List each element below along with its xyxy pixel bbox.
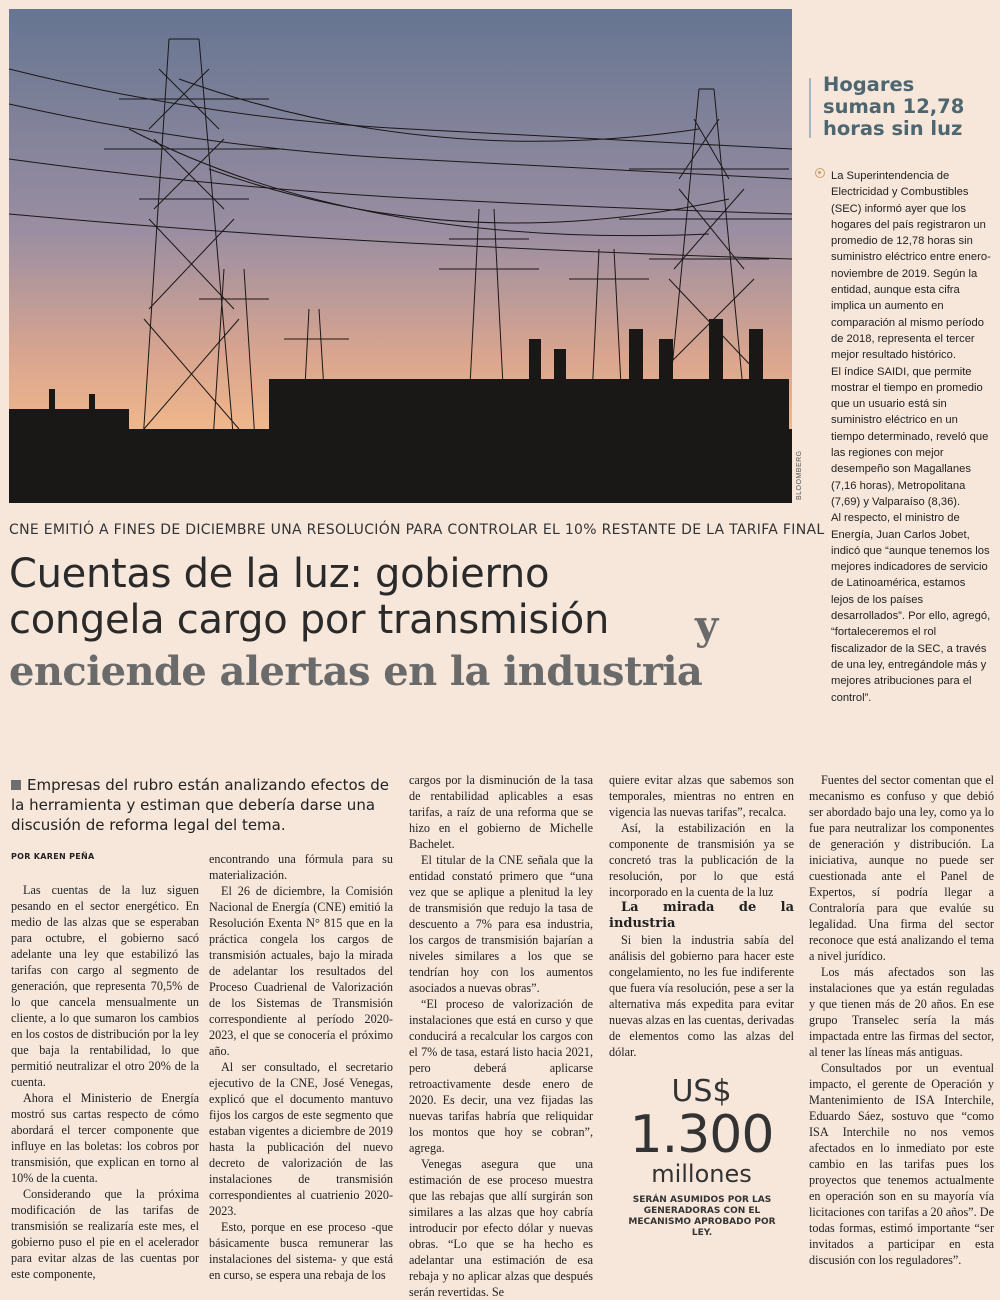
paragraph: Ahora el Ministerio de Energía mostró sus cartas respecto de cómo abordará el tercer componente que influye en las boletas: los cobros por transmisión, que explican en torno al 10% de la cuenta. [11,1091,199,1185]
paragraph: cargos por la disminución de la tasa de rentabilidad aplicables a esas tarifas, a raíz de una reforma que se hizo en el gobierno de Michelle Bachelet. [409,773,593,851]
paragraph: El 26 de diciembre, la Comisión Nacional de Energía (CNE) emitió la Resolución Exenta N° 815 que en la práctica congela los cargos de transmisión actuales, bajo la mirada de adelantar los resultados del Proceso Cuadrienal de Valorización de los Sistemas de Transmisión correspondiente al período 2020-2023, el que se conocería el próximo año. [209,884,393,1058]
paragraph: “El proceso de valorización de instalaciones que está en curso y que conducirá a recalcular los cargos con el 7% de tasa, estará listo hacia 2021, pero deberá aplicarse retroactivamente desde enero de 2020. Es decir, una vez fijadas las nuevas tarifas habría que reliquidar los montos que hoy se cobran”, agrega. [409,997,593,1155]
paragraph: Fuentes del sector comentan que el mecanismo es confuso y que debió ser abordado bajo una ley, como ya lo fue para neutralizar los componentes de generación y distribución. La iniciativa, aunque no puede ser cuestionada ante el Panel de Expertos, sí podría llegar a Contraloría para que evalúe su legalidad. Una firma del sector reconoce que está analizando el tema a nivel jurídico. [809,773,994,963]
sidebar-paragraph: El índice SAIDI, que permite mostrar el tiempo en promedio que un usuario está sin suministro eléctrico en un tiempo determinado, reveló que las regiones con mejor desempeño son Magallanes (7,16 horas), Metropolitana (7,69) y Valparaíso (8,36). [831,365,989,508]
headline-line-2: congela cargo por transmisión [9,597,609,643]
figure-caption: SERÁN ASUMIDOS POR LAS GENERADORAS CON EL MECANISMO APROBADO POR LEY. [628,1195,776,1238]
photo-credit: BLOOMBERG [796,450,803,500]
sidebar-paragraph: Al respecto, el ministro de Energía, Juan Carlos Jobet, indicó que “aunque tenemos los mejores indicadores de servicio de Latinoamérica, estamos lejos de los países desarrollados”. Por ello, agregó, “fortaleceremos el rol fiscalizador de la SEC, a través de una ley, entregándole más y mejores atribuciones para el control”. [831,512,991,704]
paragraph: Así, la estabilización en la componente de transmisión ya se concretó tras la publicación de la resolución, por lo que está incorporado en la cuenta de la luz [609,821,794,899]
paragraph: Esto, porque en ese proceso -que básicamente busca remunerar las instalaciones del sistema- y que está en curso, se espera una rebaja de los [209,1220,393,1282]
figure-unit: millones [651,1160,752,1188]
section-subhead: La mirada de la industria [609,900,794,931]
kicker: CNE EMITIÓ A FINES DE DICIEMBRE UNA RESOLUCIÓN PARA CONTROLAR EL 10% RESTANTE DE LA TARIFA FINAL [9,522,825,538]
headline [9,551,799,643]
byline: POR KAREN PEÑA [11,852,95,861]
paragraph: Si bien la industria sabía del análisis del gobierno para hacer este congelamiento, no les fue indiferente que fuera vía resolución, pese a ser la alternativa más expedita para evitar nuevas alzas en las cuentas, derivadas de elementos como las alzas del dólar. [609,933,794,1059]
figure-number: 1.300 [629,1105,774,1165]
headline-conjunction: y [695,602,719,649]
paragraph: El titular de la CNE señala que la entidad constató primero que “una vez que se aplique a plenitud la ley de transmisión que redujo la tasa de descuento a 7% para esa industria, los cargos de transmisión bajarían a niveles similares a los que se tendrían hoy con los aumentos asociados a nuevas obras”. [409,853,593,995]
headline-line-1: Cuentas de la luz: gobierno [9,551,550,597]
paragraph: Al ser consultado, el secretario ejecutivo de la CNE, José Venegas, explicó que el documento mantuvo fijos los cargos de este segmento que estaban vigentes a diciembre de 2019 hasta la publicación del nuevo decreto de valorización de las instalaciones de transmisión correspondientes al cuatrienio 2020-2023. [209,1060,393,1218]
sidebar-title: Hogares suman 12,78 horas sin luz [823,73,965,140]
paragraph: Las cuentas de la luz siguen pesando en el sector energético. En medio de las alzas que se esperaban para octubre, el gobierno sacó adelante una ley que estabilizó las tarifas con cargo al segmento de generación, que representa 70,5% de lo que cancela mensualmente un cliente, a lo que sumaron los cambios en los costos de distribución por la ley que baja la rentabilidad, lo que permitió neutralizar el otro 20% de la cuenta. [11,883,199,1089]
paragraph: Considerando que la próxima modificación de las tarifas de transmisión se realizaría este mes, el gobierno puso el pie en el acelerador para evitar alzas de las cuentas por este componente, [11,1187,199,1281]
sidebar-accent-rule [809,78,811,138]
article-column-3 [409,772,593,1300]
headline-line-3: enciende alertas en la industria [9,648,703,695]
figure-currency: US$ [671,1074,732,1109]
paragraph: Venegas asegura que una estimación de ese proceso muestra que las rebajas que allí surgirán son similares a las alzas que hoy cabría introducir por efecto dólar y nuevas obras. “Lo que se ha hecho es adelantar una estimación de esa rebaja y no aplicar alzas que después serán revertidas. Se [409,1157,593,1299]
paragraph: quiere evitar alzas que sabemos son temporales, mientras no entren en vigencia las nuevas tarifas”, recalca. [609,773,794,819]
square-bullet-icon [11,780,21,790]
power-towers-photo [9,9,792,503]
sidebar-paragraph: La Superintendencia de Electricidad y Combustibles (SEC) informó ayer que los hogares del país registraron un promedio de 12,78 horas sin suministro eléctrico entre enero-noviembre de 2019. Según la entidad, aunque esta cifra implica un aumento en comparación al mismo período de 2018, representa el tercer mejor resultado histórico. [831,170,991,362]
sidebar-body [831,168,991,706]
transmission-tower-silhouette-image [9,9,792,503]
paragraph: encontrando una fórmula para su materialización. [209,852,393,882]
article-column-5 [809,772,994,1268]
sidebar-bullet-icon [815,168,825,178]
summary [11,775,391,835]
paragraph: Consultados por un eventual impacto, el gerente de Operación y Mantenimiento de ISA Interchile, Eduardo Sáez, sostuvo que “como ISA Interchile no nos vemos afectados en lo inmediato por este cambio en las tarifas pues los proyectos que tenemos actualmente en operación son en su mayoría vía licitaciones con tarifas a 20 años”. De todas formas, estimó importante “ser invitados a participar en esta discusión con los reguladores”. [809,1061,994,1267]
article-column-4 [609,772,794,1060]
article-column-1 [11,882,199,1282]
paragraph: Los más afectados son las instalaciones que ya están reguladas y que tienen más de 20 años. En ese grupo Transelec sería la más impactada entre las firmas del sector, al tener las líneas más antiguas. [809,965,994,1059]
summary-text: Empresas del rubro están analizando efectos de la herramienta y estiman que debería darse una discusión de reforma legal del tema. [11,776,389,834]
article-column-2 [209,851,393,1283]
